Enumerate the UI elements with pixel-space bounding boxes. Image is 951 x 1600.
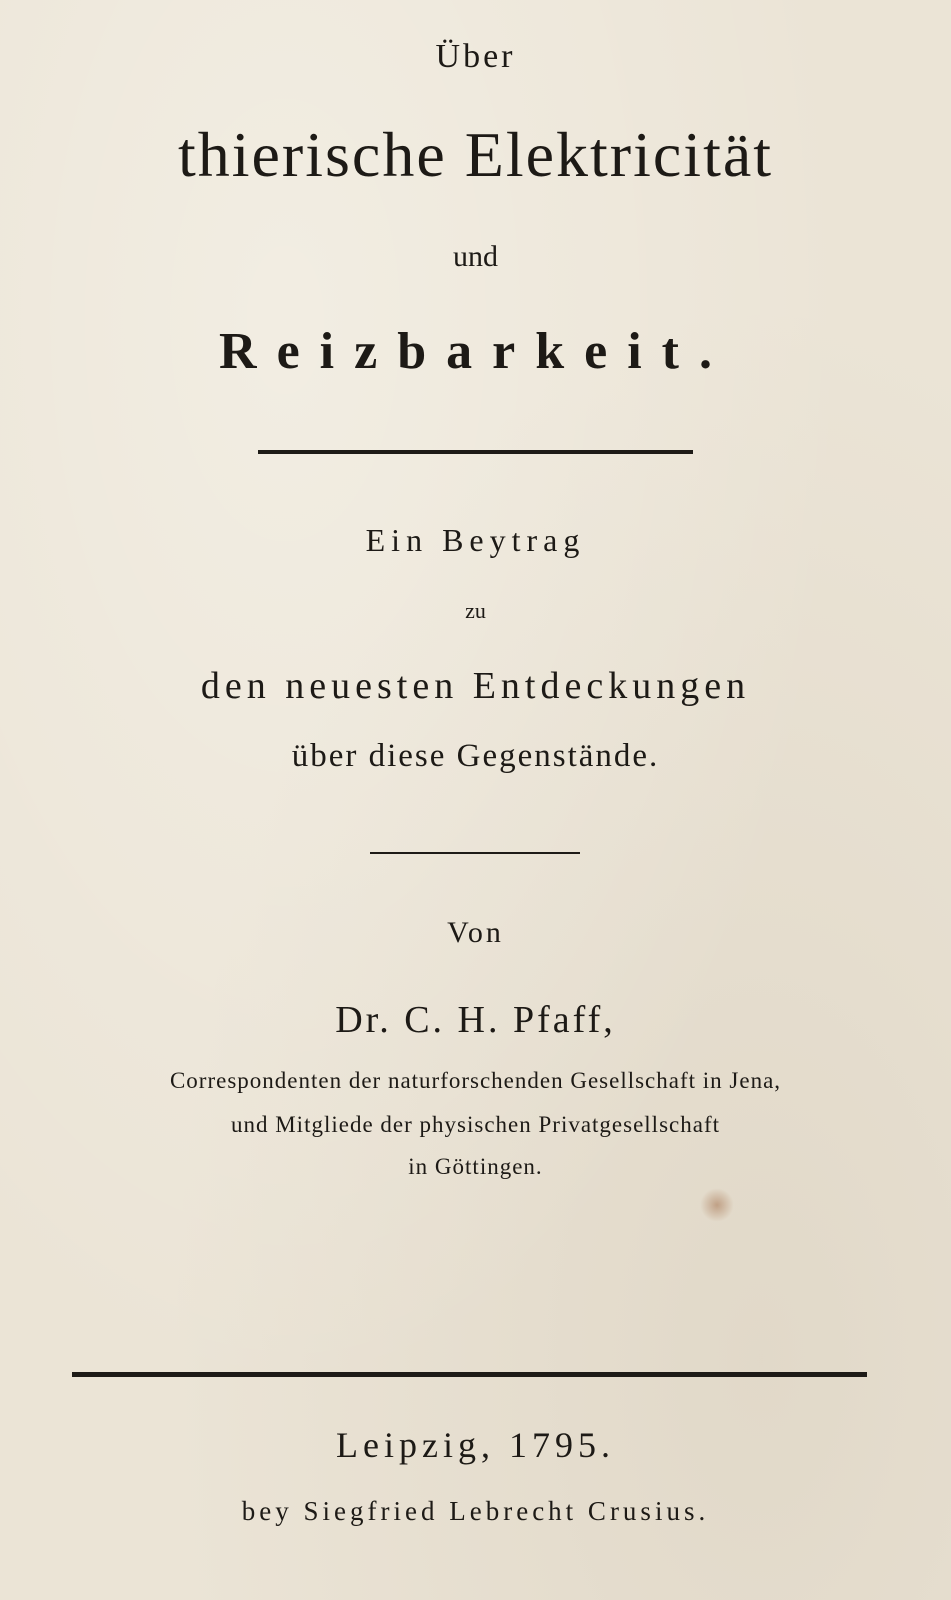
conjunction-und: und [453, 240, 498, 273]
place-and-date: Leipzig, 1795. [336, 1425, 615, 1465]
heading-over: Über [435, 38, 516, 75]
zu-line: zu [465, 598, 486, 623]
main-title: thierische Elektricität [177, 119, 774, 190]
divider-rule-middle [370, 852, 580, 854]
divider-rule-bottom [72, 1372, 867, 1377]
publisher-line: bey Siegfried Lebrecht Crusius. [241, 1496, 710, 1526]
von-line: Von [447, 916, 504, 949]
affiliation-line-3: in Göttingen. [408, 1154, 543, 1179]
divider-rule-top [258, 450, 693, 454]
beytrag-line: Ein Beytrag [365, 522, 586, 558]
author-name: Dr. C. H. Pfaff, [335, 999, 616, 1041]
subtitle-reizbarkeit: Reizbarkeit. [219, 323, 732, 380]
affiliation-line-2: und Mitgliede der physischen Privatgesellschaft [230, 1112, 720, 1137]
bleed-through-text [60, 380, 900, 433]
entdeckungen-line: den neuesten Entdeckungen [200, 665, 751, 707]
affiliation-line-1: Correspondenten der naturforschenden Gesellschaft in Jena, [169, 1068, 782, 1093]
foxing-stain [700, 1188, 734, 1222]
gegenstaende-line: über diese Gegenstände. [291, 738, 660, 774]
